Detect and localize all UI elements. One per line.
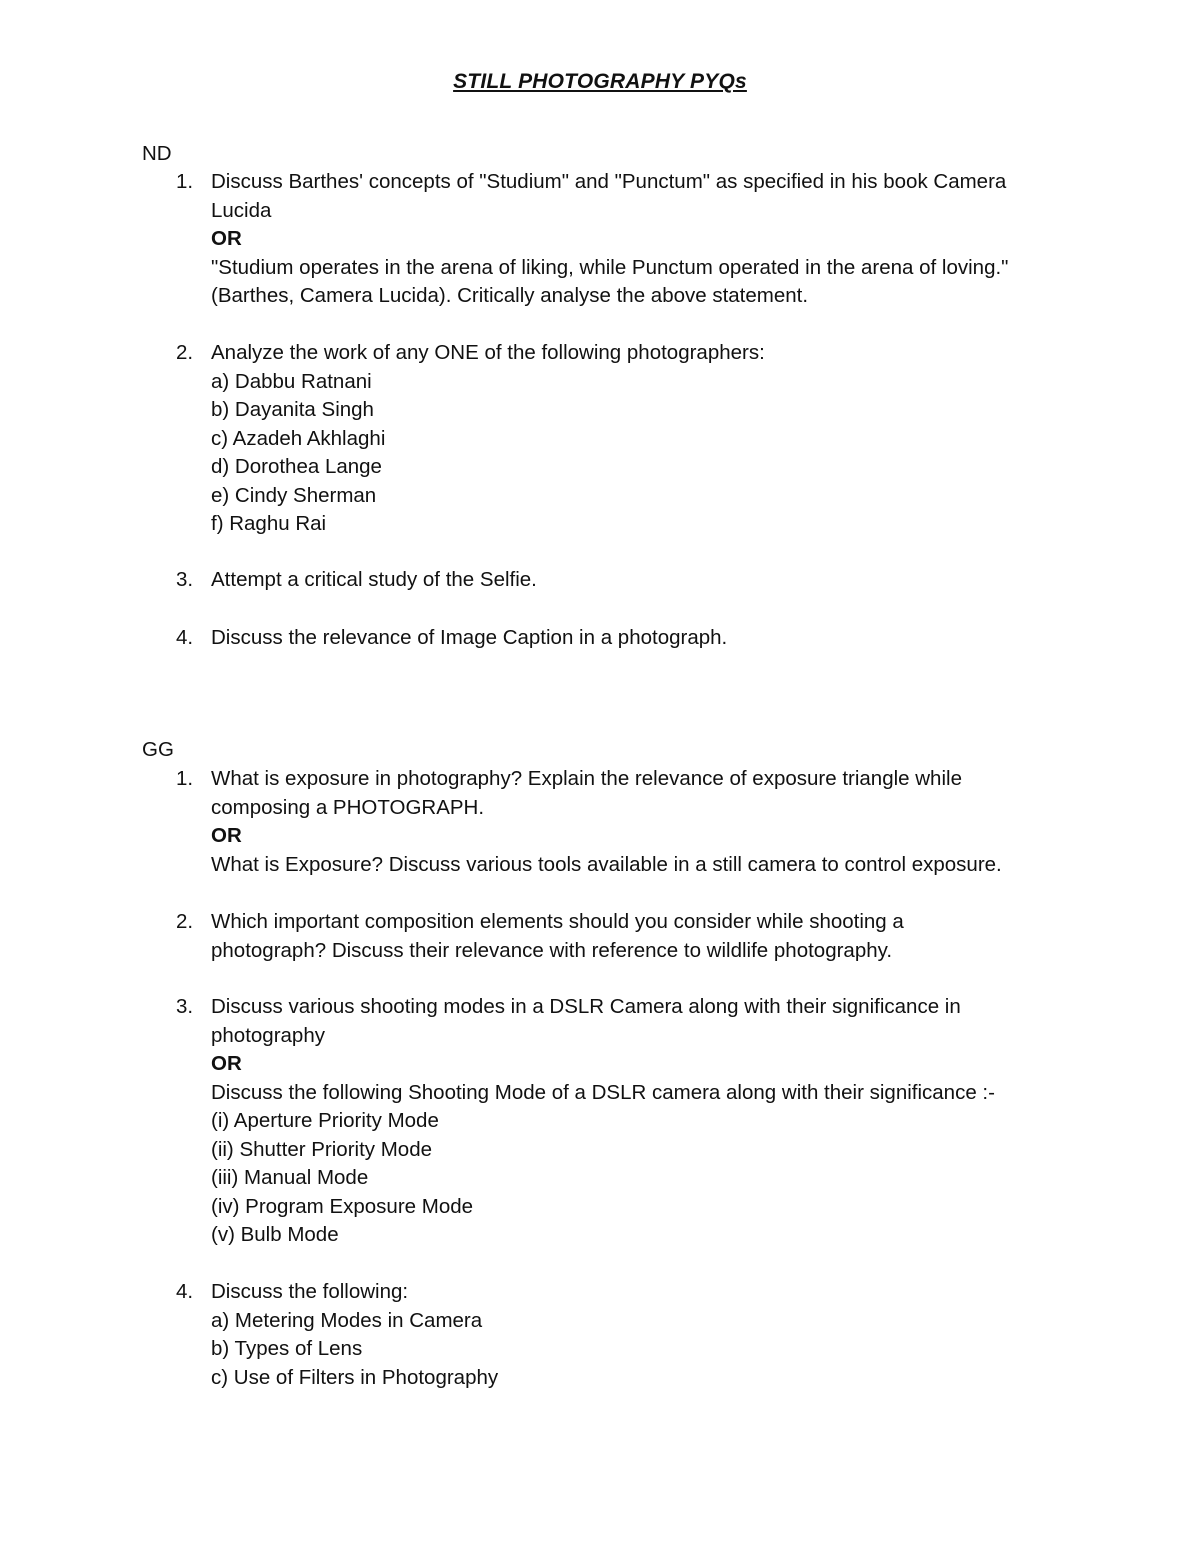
option-item: a) Dabbu Ratnani — [211, 369, 372, 393]
section-label-gg: GG — [142, 738, 174, 761]
question-number: 3. — [176, 568, 194, 591]
option-item: a) Metering Modes in Camera — [211, 1308, 483, 1332]
question-number: 2. — [176, 341, 194, 364]
or-separator: OR — [211, 824, 242, 847]
page-title: STILL PHOTOGRAPHY PYQs — [453, 70, 747, 93]
question-text: Discuss various shooting modes in a DSLR Camera along with their significance in — [211, 995, 961, 1018]
question-text: Analyze the work of any ONE of the following photographers: — [211, 341, 765, 364]
question-number: 2. — [176, 910, 194, 933]
option-item: b) Types of Lens — [211, 1337, 363, 1360]
or-separator: OR — [211, 227, 242, 250]
question-text: What is Exposure? Discuss various tools available in a still camera to control exposure. — [211, 852, 1002, 876]
question-gg-3 — [211, 993, 1071, 1250]
question-text: Lucida — [211, 198, 272, 222]
question-number: 4. — [176, 1280, 194, 1303]
option-item: (i) Aperture Priority Mode — [211, 1109, 439, 1132]
question-text: Which important composition elements should you consider while shooting a — [211, 910, 904, 933]
question-nd-4 — [211, 624, 1071, 653]
question-text: "Studium operates in the arena of liking, while Punctum operated in the arena of loving." — [211, 255, 1009, 279]
option-item: (ii) Shutter Priority Mode — [211, 1137, 433, 1161]
option-item: (iv) Program Exposure Mode — [211, 1194, 474, 1218]
question-nd-1 — [211, 168, 1071, 311]
option-item: (v) Bulb Mode — [211, 1223, 339, 1246]
question-gg-1 — [211, 765, 1071, 879]
option-item: c) Azadeh Akhlaghi — [211, 426, 386, 450]
question-text: photography — [211, 1023, 325, 1047]
question-text: Discuss the following: — [211, 1280, 409, 1303]
question-number: 4. — [176, 626, 194, 649]
question-nd-3 — [211, 566, 1071, 595]
question-text: photograph? Discuss their relevance with reference to wildlife photography. — [211, 938, 893, 962]
option-item: (iii) Manual Mode — [211, 1166, 369, 1189]
question-text: Discuss the relevance of Image Caption in a photograph. — [211, 626, 728, 649]
option-item: b) Dayanita Singh — [211, 398, 374, 421]
section-label-nd: ND — [142, 142, 172, 165]
question-text: (Barthes, Camera Lucida). Critically analyse the above statement. — [211, 284, 809, 307]
option-item: f) Raghu Rai — [211, 512, 327, 535]
question-text: composing a PHOTOGRAPH. — [211, 795, 485, 819]
question-text: Discuss the following Shooting Mode of a DSLR camera along with their significance :- — [211, 1080, 995, 1104]
question-nd-2 — [211, 339, 1071, 539]
or-separator: OR — [211, 1052, 242, 1075]
question-number: 1. — [176, 170, 194, 193]
option-item: d) Dorothea Lange — [211, 455, 382, 478]
question-text: Attempt a critical study of the Selfie. — [211, 568, 537, 591]
question-gg-4 — [211, 1278, 1071, 1392]
question-text: Discuss Barthes' concepts of "Studium" and "Punctum" as specified in his book Camera — [211, 170, 1007, 193]
option-item: c) Use of Filters in Photography — [211, 1365, 499, 1389]
option-item: e) Cindy Sherman — [211, 483, 377, 507]
question-number: 3. — [176, 995, 194, 1018]
question-text: What is exposure in photography? Explain the relevance of exposure triangle while — [211, 767, 962, 790]
question-number: 1. — [176, 767, 194, 790]
question-gg-2 — [211, 908, 1071, 965]
